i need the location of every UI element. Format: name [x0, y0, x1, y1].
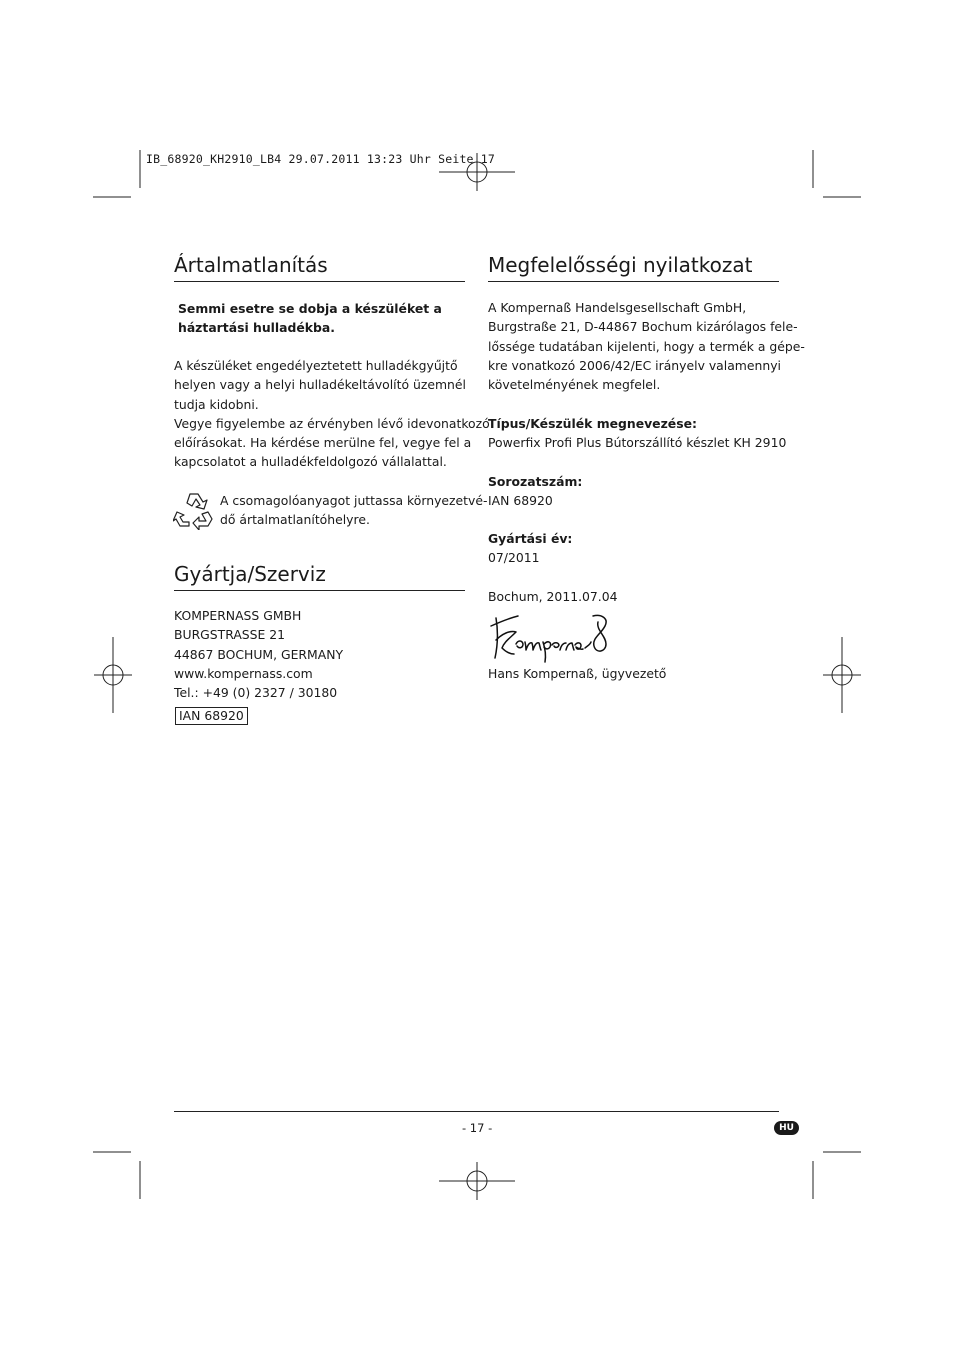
declaration-intro: A Kompernaß Handelsgesellschaft GmbH, Burgstraße 21, D-44867 Bochum kizárólagos fele- lőssége tudatában kijelenti, hogy a termék a gépe- kre vonatkozó 2006/42/EC irányelv valamennyi követelményének megfelel. [488, 300, 805, 393]
signatory: Hans Kompernaß, ügyvezető [488, 666, 667, 681]
disposal-heading: Ártalmatlanítás [174, 253, 328, 277]
year-value: 07/2011 [488, 550, 540, 565]
year-label: Gyártási év: [488, 531, 573, 546]
declaration-heading: Megfelelősségi nyilatkozat [488, 253, 753, 277]
type-value: Powerfix Profi Plus Bútorszállító készlet KH 2910 [488, 435, 787, 450]
disposal-warning: Semmi esetre se dobja a készüléket a háztartási hulladékba. [178, 301, 442, 336]
print-info-line: IB_68920_KH2910_LB4 29.07.2011 13:23 Uhr Seite 17 [146, 152, 496, 166]
declaration-heading-rule [488, 281, 779, 282]
recycle-icon [173, 490, 215, 530]
serial-label: Sorozatszám: [488, 474, 583, 489]
service-heading: Gyártja/Szerviz [174, 562, 326, 586]
type-label: Típus/Készülék megnevezése: [488, 416, 697, 431]
place-date: Bochum, 2011.07.04 [488, 589, 618, 604]
service-address: KOMPERNASS GMBH BURGSTRASSE 21 44867 BOCHUM, GERMANY www.kompernass.com Tel.: +49 (0) 2327 / 30180 [174, 608, 344, 701]
page-number: - 17 - [462, 1121, 493, 1135]
signature [488, 612, 616, 664]
recycle-text: A csomagolóanyagot juttassa környezetvé- dő ártalmatlanítóhelyre. [220, 493, 488, 528]
disposal-heading-rule [174, 281, 465, 282]
footer-rule [174, 1111, 779, 1112]
service-heading-rule [174, 590, 465, 591]
disposal-body: A készüléket engedélyeztetett hulladékgyűjtő helyen vagy a helyi hulladékeltávolító üzemnél tudja kidobni. Vegye figyelembe az érvényben lévő idevonatkozó előírásokat. Ha kérdése merülne fel, vegye fel a kapcsolatot a hulladékfeldolgozó vállalattal. [174, 358, 490, 470]
serial-value: IAN 68920 [488, 493, 553, 508]
ian-box: IAN 68920 [175, 707, 248, 725]
language-badge: HU [774, 1121, 799, 1135]
